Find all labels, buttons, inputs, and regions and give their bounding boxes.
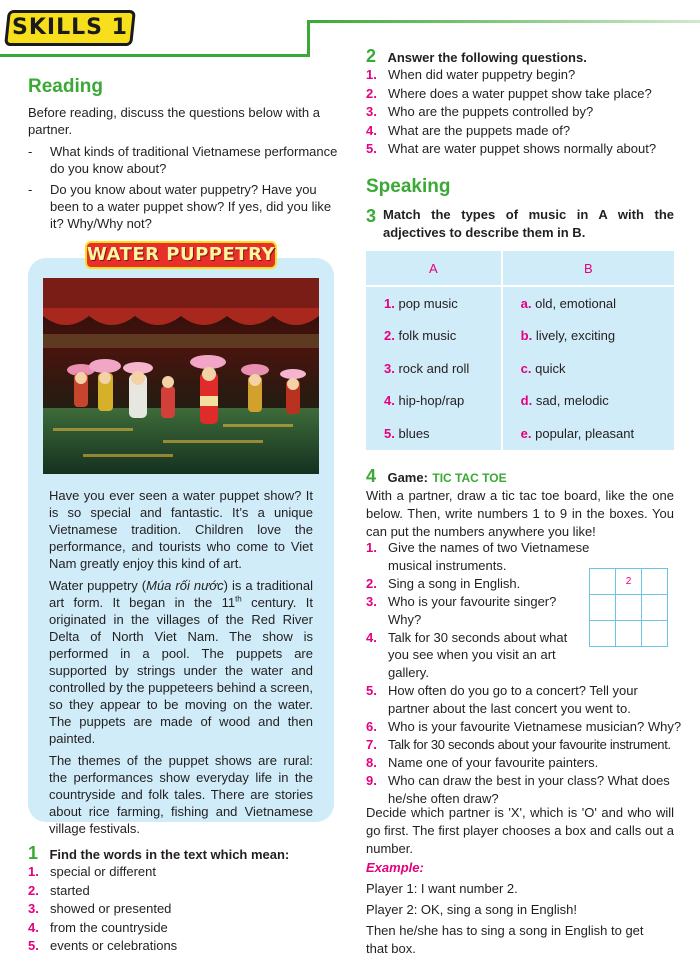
- water-puppetry-title: WATER PUPPETRY: [85, 241, 277, 269]
- list-item: 3. showed or presented: [28, 901, 172, 917]
- list-item: 5. What are water puppet shows normally about?: [366, 141, 657, 157]
- board-cell: 2: [616, 569, 642, 595]
- ex2-list: [366, 66, 656, 159]
- reading-bullet: - What kinds of traditional Vietnamese performance do you know about?: [28, 144, 338, 176]
- bullet-text: Do you know about water puppetry? Have you been to a water puppet show? If yes, did you like it? Why/Why not?: [50, 182, 332, 231]
- table-row: 1. pop music a. old, emotional: [366, 286, 674, 320]
- ex4-intro: With a partner, draw a tic tac toe board, like the one below. Then, write numbers 1 to 9 in the boxes. You can put the numbers anywhere you like!: [366, 488, 674, 539]
- list-item: 3. Who are the puppets controlled by?: [366, 104, 594, 120]
- list-item: 5. events or celebrations: [28, 938, 178, 954]
- skills-tag: SKILLS 1: [4, 10, 136, 46]
- example-label: Example:: [366, 860, 424, 875]
- board-cell: [616, 595, 642, 621]
- tic-tac-toe-board: [589, 568, 668, 647]
- column-a-header: A: [366, 251, 502, 286]
- table-row: 4. hip-hop/rap d. sad, melodic: [366, 385, 674, 418]
- matching-table: [366, 251, 674, 450]
- header-rule-step: [307, 20, 310, 57]
- example-line: Player 1: I want number 2.: [366, 881, 518, 896]
- list-item: 3. Who is your favourite singer? Why?: [366, 593, 557, 627]
- column-b-header: B: [502, 251, 674, 286]
- board-cell: [590, 621, 616, 647]
- list-item: 2. started: [28, 882, 90, 898]
- game-name: TIC TAC TOE: [432, 471, 507, 485]
- reading-heading: Reading: [28, 76, 103, 97]
- example-line: Then he/she has to sing a song in English to get that box.: [366, 923, 644, 956]
- list-item: 2. Where does a water puppet show take place?: [366, 85, 652, 101]
- speaking-heading: Speaking: [366, 176, 451, 197]
- ex4-heading: 4 Game: TIC TAC TOE: [366, 466, 507, 486]
- list-item: 6. Who is your favourite Vietnamese musician? Why?: [366, 719, 682, 735]
- list-item: 4. Talk for 30 seconds about what you see when you visit an art gallery.: [366, 629, 568, 681]
- reading-bullet: - Do you know about water puppetry? Have you been to a water puppet show? If yes, did you like it? Why/Why not?: [28, 181, 338, 232]
- bullet-text: What kinds of traditional Vietnamese performance do you know about?: [50, 144, 338, 176]
- list-item: 4. from the countryside: [28, 919, 168, 935]
- table-row: 3. rock and roll c. quick: [366, 352, 674, 385]
- list-item: 5. How often do you go to a concert? Tell your partner about the last concert you went to.: [366, 683, 638, 717]
- table-row: 5. blues e. popular, pleasant: [366, 417, 674, 450]
- header-rule-left: [0, 54, 310, 57]
- passage-para-3: The themes of the puppet shows are rural: the performances show everyday life in the countryside and folk tales. There are stories about rice farming, fishing and Vietnamese village festivals.: [49, 753, 313, 836]
- board-cell: [590, 569, 616, 595]
- list-item: 2. Sing a song in English.: [366, 575, 521, 591]
- ex2-heading: 2 Answer the following questions.: [366, 46, 587, 66]
- board-cell: [642, 569, 668, 595]
- reading-passage: [49, 487, 313, 837]
- example-dialogue: [366, 880, 666, 958]
- list-item: 4. What are the puppets made of?: [366, 122, 571, 138]
- list-item: 8. Name one of your favourite painters.: [366, 754, 599, 770]
- ex1-heading: 1 Find the words in the text which mean:: [28, 843, 290, 863]
- board-cell: [642, 595, 668, 621]
- water-puppet-photo: [43, 278, 319, 474]
- list-item: 1. special or different: [28, 864, 156, 879]
- passage-para-2: Water puppetry (Múa rối nước) is a traditional art form. It began in the 11th century. It originated in the villages of the Red River Delta of North Viet Nam. The show is performed in a pool. The puppets are supported by strings under the water and controlled by the puppeteers behind a screen, so they appear to be moving on the water. The puppets are made of wood and then painted.: [49, 578, 313, 746]
- ex4-outro: Decide which partner is 'X', which is 'O' and who will go first. The first player chooses a box and calls out a number.: [366, 805, 674, 856]
- board-cell: [590, 595, 616, 621]
- list-item: 1. Give the names of two Vietnamese musical instruments.: [366, 540, 590, 573]
- list-item: 1. When did water puppetry begin?: [366, 67, 576, 82]
- board-cell: [616, 621, 642, 647]
- ex3-heading: 3 Match the types of music in A with the adjectives to describe them in B.: [366, 206, 674, 240]
- passage-para-1: Have you ever seen a water puppet show? It is so special and fantastic. It’s a unique Vietnamese tradition. Children love the performance, and tourists who come to Viet Nam greatly enjoy this kind of art.: [49, 488, 313, 571]
- ex1-list: [28, 863, 177, 956]
- board-cell: [642, 621, 668, 647]
- reading-intro: Before reading, discuss the questions below with a partner.: [28, 105, 320, 137]
- list-item: 9. Who can draw the best in your class? What does he/she often draw?: [366, 772, 670, 806]
- header-rule-right: [307, 20, 700, 23]
- list-item: 7. Talk for 30 seconds about your favourite instrument.: [366, 736, 671, 752]
- example-line: Player 2: OK, sing a song in English!: [366, 902, 578, 917]
- table-row: 2. folk music b. lively, exciting: [366, 320, 674, 353]
